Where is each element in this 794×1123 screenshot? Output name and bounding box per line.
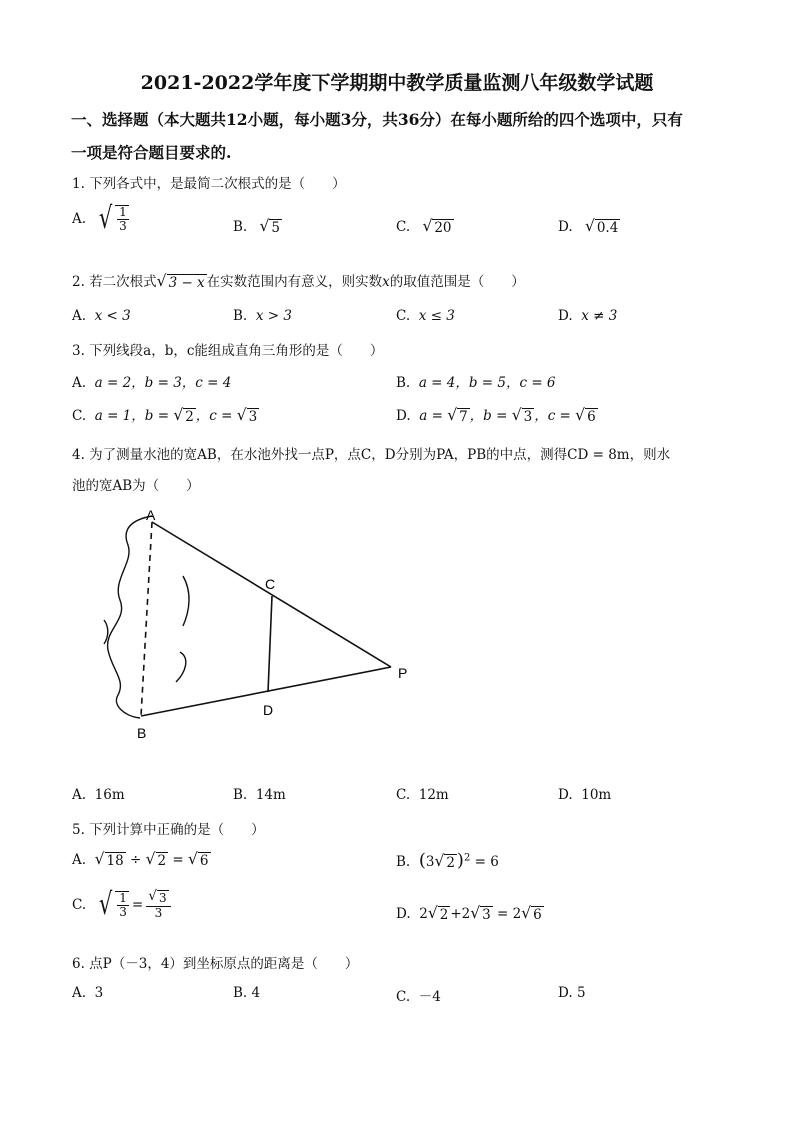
q4-option-a — [72, 787, 125, 803]
q2-option-c — [396, 308, 455, 324]
option-text: x ≤ 3 — [418, 308, 455, 324]
option-text: 10m — [581, 787, 612, 803]
option-text: x ≠ 3 — [581, 308, 618, 324]
option-label: B. — [233, 308, 248, 324]
q4-option-d — [558, 787, 611, 803]
fraction-denominator: 3 — [154, 905, 163, 920]
fraction-numerator: 1 — [119, 890, 127, 905]
option-text: －4 — [418, 989, 441, 1005]
option-label: A. — [72, 375, 87, 391]
variable: x — [382, 274, 390, 290]
option-label: B. — [233, 787, 248, 803]
pond-inner-curve-1 — [183, 576, 189, 626]
question-3-stem: 3. 下列线段a，b，c能组成直角三角形的是（ ） — [72, 343, 384, 359]
q1-option-c: C. √ 20 — [396, 217, 452, 236]
q1-option-b: B. √ 5 — [233, 217, 280, 236]
q6-option-d — [558, 985, 586, 1001]
radicand: 2 — [446, 854, 455, 871]
pond-geometry-figure — [0, 500, 794, 750]
fraction-denominator: 3 — [119, 905, 127, 919]
option-text: 16m — [94, 787, 125, 803]
point-label-d: D — [263, 702, 274, 718]
option-label: A. — [72, 308, 87, 324]
point-label-b: B — [137, 725, 147, 741]
option-text: ，b = — [469, 408, 512, 424]
option-text: 3 — [94, 985, 104, 1001]
option-label: D. — [558, 219, 573, 236]
option-text: 14m — [255, 787, 286, 803]
q1-option-d: D. √ 0.4 — [558, 217, 619, 236]
point-label-p: P — [398, 665, 408, 681]
segment-ap — [152, 522, 391, 667]
option-text: a = 2，b = 3，c = 4 — [94, 375, 232, 391]
q2-option-d — [558, 308, 617, 324]
radicand: 3 — [248, 408, 258, 425]
question-1-stem: 1. 下列各式中，是最简二次根式的是（ ） — [72, 176, 346, 192]
question-4-stem-line2: 池的宽AB为（ ） — [72, 478, 200, 494]
pond-outline — [108, 516, 152, 718]
exponent: 2 — [463, 852, 471, 864]
radicand: 6 — [199, 853, 209, 869]
stem-text: 2. 若二次根式 — [72, 274, 157, 290]
operator: = 2 — [497, 906, 522, 923]
q2-option-a — [72, 308, 131, 324]
fraction-denominator: 3 — [119, 219, 127, 233]
pond-inner-curve-2 — [176, 652, 186, 682]
section-heading-line1: 一、选择题（本大题共12小题，每小题3分，共36分）在每小题所给的四个选项中，只有 — [71, 110, 683, 129]
q3-option-a — [72, 371, 231, 391]
q6-option-b — [233, 985, 260, 1001]
pond-inner-curve-3 — [104, 620, 108, 644]
operator: +2 — [450, 906, 471, 923]
radicand: 3 — [523, 408, 533, 425]
q5-option-d: D. 2 √ 2 +2 √ 3 = 2 √ 6 — [396, 904, 542, 923]
radicand: 2 — [439, 907, 449, 923]
q5-option-c: C. √ $\frac{1}{3}$ = √ 3 3 — [72, 890, 171, 920]
option-label: A. — [72, 985, 87, 1001]
q5-option-b: B. (3 √ 2 )$^2$ = 6 — [396, 850, 499, 871]
option-text: 12m — [418, 787, 449, 803]
q6-option-c — [396, 985, 441, 1005]
option-label: C. — [72, 408, 87, 424]
option-text: 5 — [576, 985, 586, 1001]
option-label: A. — [72, 787, 87, 803]
radicand: 6 — [533, 907, 542, 923]
option-label: D. — [396, 906, 411, 923]
option-label: D. — [558, 308, 573, 324]
coefficient: 3 — [425, 854, 435, 870]
fraction-numerator: 1 — [119, 204, 127, 219]
question-6-stem: 6. 点P（－3，4）到坐标原点的距离是（ ） — [72, 956, 359, 972]
radicand: 0.4 — [596, 220, 619, 236]
point-label-c: C — [265, 576, 276, 592]
option-text: a = — [419, 408, 448, 424]
option-label: B. — [233, 219, 248, 236]
option-text: ，c = — [195, 408, 237, 424]
section-heading-line2: 一项是符合题目要求的. — [71, 143, 232, 162]
stem-text: 在实数范围内有意义，则实数 — [206, 274, 383, 290]
question-4-stem-line1: 4. 为了测量水池的宽AB，在水池外找一点P，点C，D分别为PA，PB的中点，测得CD = 8m，则水 — [72, 447, 671, 463]
q3-option-b — [396, 371, 556, 391]
option-label: C. — [72, 897, 87, 913]
option-label: C. — [396, 787, 411, 803]
option-text: a = 4，b = 5，c = 6 — [418, 375, 556, 391]
option-text: x > 3 — [255, 308, 292, 324]
option-label: A. — [72, 211, 87, 227]
page-title: 2021-2022学年度下学期期中教学质量监测八年级数学试题 — [140, 72, 654, 94]
q2-option-b — [233, 308, 292, 324]
option-label: D. — [558, 787, 573, 803]
radicand: 6 — [587, 408, 596, 425]
option-text: ，c = — [534, 408, 576, 424]
radicand: 20 — [434, 220, 452, 236]
coefficient: 2 — [419, 906, 428, 923]
segment-cd — [268, 596, 272, 692]
option-label: B. — [396, 854, 411, 870]
option-label: D. — [558, 985, 573, 1001]
option-label: B. — [396, 375, 411, 391]
segment-ab — [141, 522, 152, 716]
radicand: 18 — [106, 853, 124, 869]
point-label-a: A — [146, 507, 156, 523]
option-label: A. — [72, 852, 87, 869]
stem-text: 的取值范围是（ ） — [389, 274, 525, 290]
radicand: 7 — [459, 408, 468, 425]
option-text: a = 1，b = — [94, 408, 174, 424]
radicand: 3 − x — [168, 274, 205, 291]
q4-option-b — [233, 787, 286, 803]
radicand: 3 — [159, 891, 167, 906]
option-label: C. — [396, 308, 411, 324]
question-5-stem: 5. 下列计算中正确的是（ ） — [72, 822, 265, 838]
radicand: 5 — [271, 220, 280, 236]
operator: = — [131, 897, 144, 913]
q5-option-a: A. √ 18 ÷ √ 2 = √ 6 — [72, 850, 209, 869]
q4-option-c — [396, 787, 449, 803]
radicand: 3 — [482, 907, 491, 923]
question-2-stem: 2. 若二次根式 √ 3 − x 在实数范围内有意义，则实数x的取值范围是（ ） — [72, 271, 525, 291]
q3-option-d: D. a = √ 7 ，b = √ 3 ，c = √ 6 — [396, 405, 596, 425]
option-text: 4 — [251, 985, 261, 1001]
option-text: x < 3 — [94, 308, 131, 324]
q6-option-a — [72, 985, 103, 1001]
q3-option-c: C. a = 1，b = √ 2 ，c = √ 3 — [72, 405, 258, 425]
option-label: D. — [396, 408, 411, 424]
operator: = — [172, 852, 184, 869]
operator: ÷ — [130, 852, 142, 869]
option-label: C. — [396, 219, 411, 236]
radicand: 2 — [157, 853, 167, 869]
option-label: C. — [396, 989, 411, 1005]
option-text: = 6 — [474, 854, 499, 870]
q1-option-a: A. √ $\frac{1}{3}$ — [72, 201, 127, 236]
radicand: 2 — [185, 408, 194, 425]
option-label: B. — [233, 985, 248, 1001]
